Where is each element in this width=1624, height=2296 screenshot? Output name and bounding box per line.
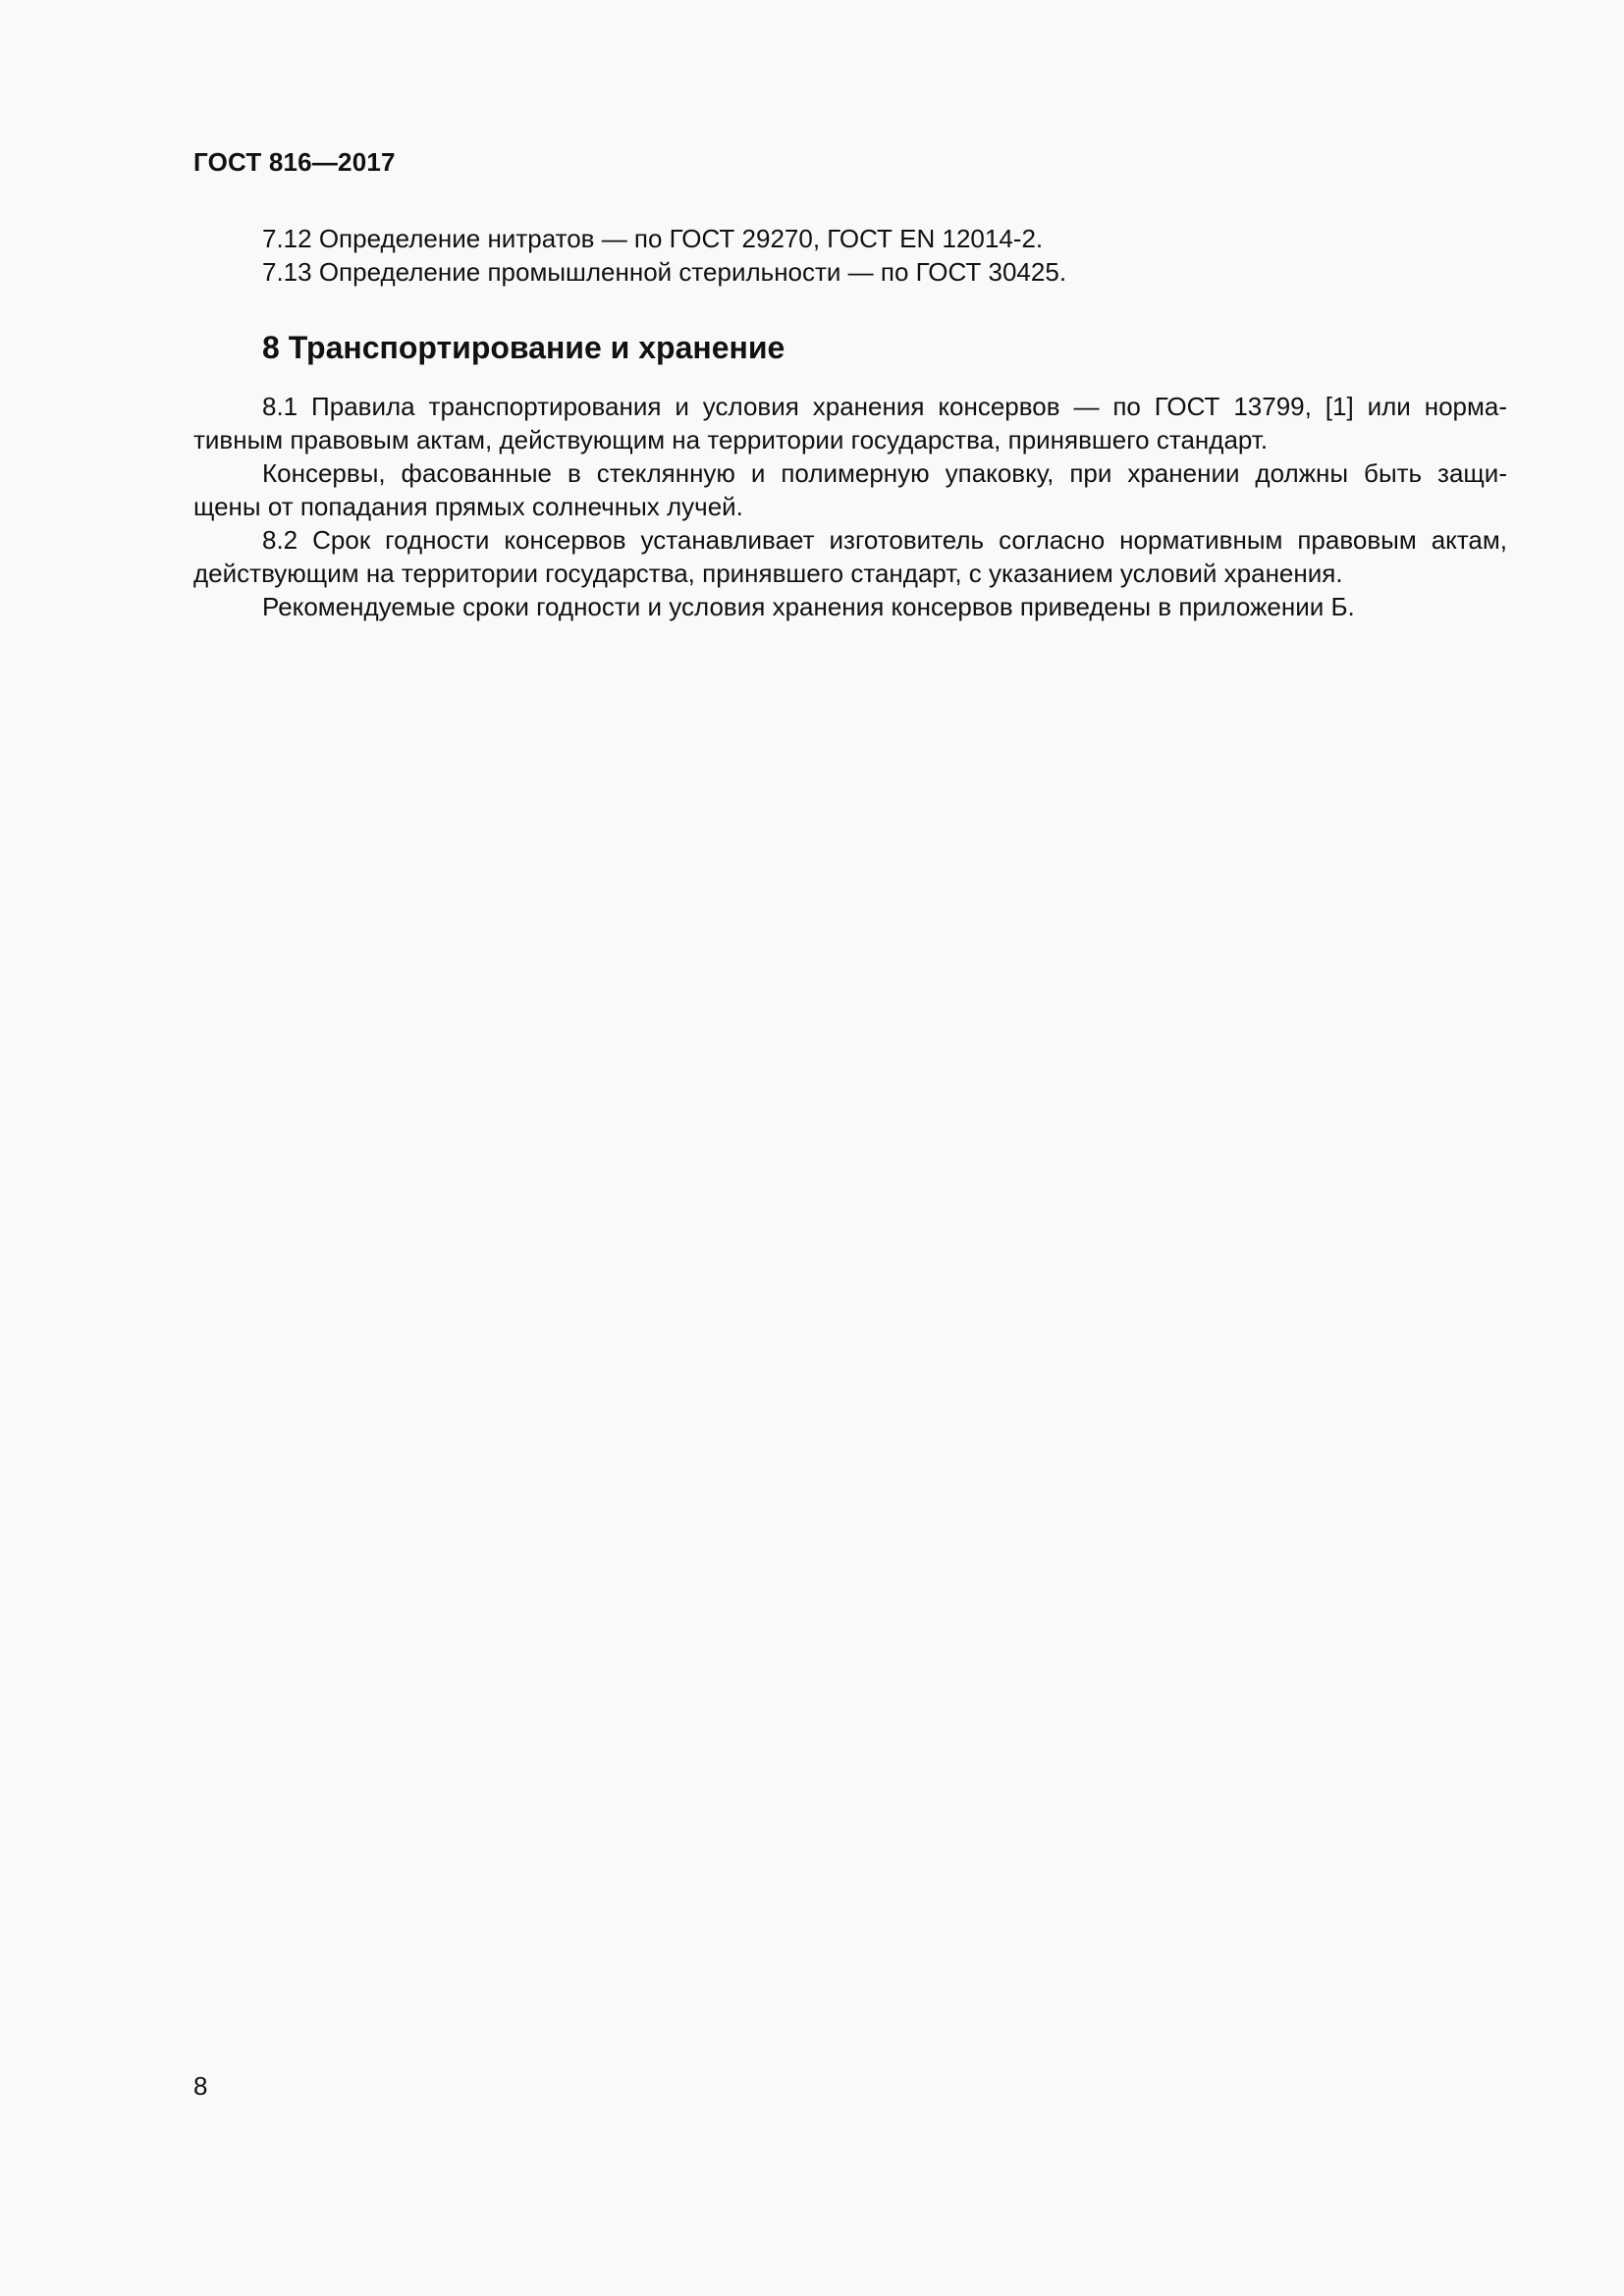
clause-7-12: 7.12 Определение нитратов — по ГОСТ 29270, ГОСТ EN 12014-2. bbox=[262, 224, 1044, 253]
section-title: 8 Транспортирование и хранение bbox=[262, 330, 785, 365]
clause-7-13: 7.13 Определение промышленной стерильности — по ГОСТ 30425. bbox=[262, 257, 1067, 287]
paragraph-storage-protection bbox=[193, 456, 1507, 523]
paragraph-line: Консервы, фасованные в стеклянную и полимерную упаковку, при хранении должны быть защи- bbox=[262, 458, 1507, 488]
paragraph-8-2 bbox=[193, 523, 1507, 590]
section-body bbox=[193, 390, 1507, 623]
paragraph-line: Рекомендуемые сроки годности и условия хранения консервов приведены в приложении Б. bbox=[262, 592, 1355, 621]
clause-list bbox=[193, 222, 1507, 289]
paragraph-line: щены от попадания прямых солнечных лучей. bbox=[193, 492, 743, 521]
paragraph-line: 8.2 Срок годности консервов устанавливает изготовитель согласно нормативным правовым актам, bbox=[262, 525, 1507, 555]
document-header: ГОСТ 816—2017 bbox=[193, 147, 396, 177]
paragraph-line: действующим на территории государства, принявшего стандарт, с указанием условий хранения. bbox=[193, 559, 1343, 588]
page-number: 8 bbox=[193, 2071, 208, 2101]
paragraph-8-1 bbox=[193, 390, 1507, 456]
paragraph-line: тивным правовым актам, действующим на территории государства, принявшего стандарт. bbox=[193, 425, 1269, 454]
paragraph-line: 8.1 Правила транспортирования и условия хранения консервов — по ГОСТ 13799, [1] или норма- bbox=[262, 392, 1507, 421]
paragraph-recommended-terms bbox=[193, 590, 1507, 623]
